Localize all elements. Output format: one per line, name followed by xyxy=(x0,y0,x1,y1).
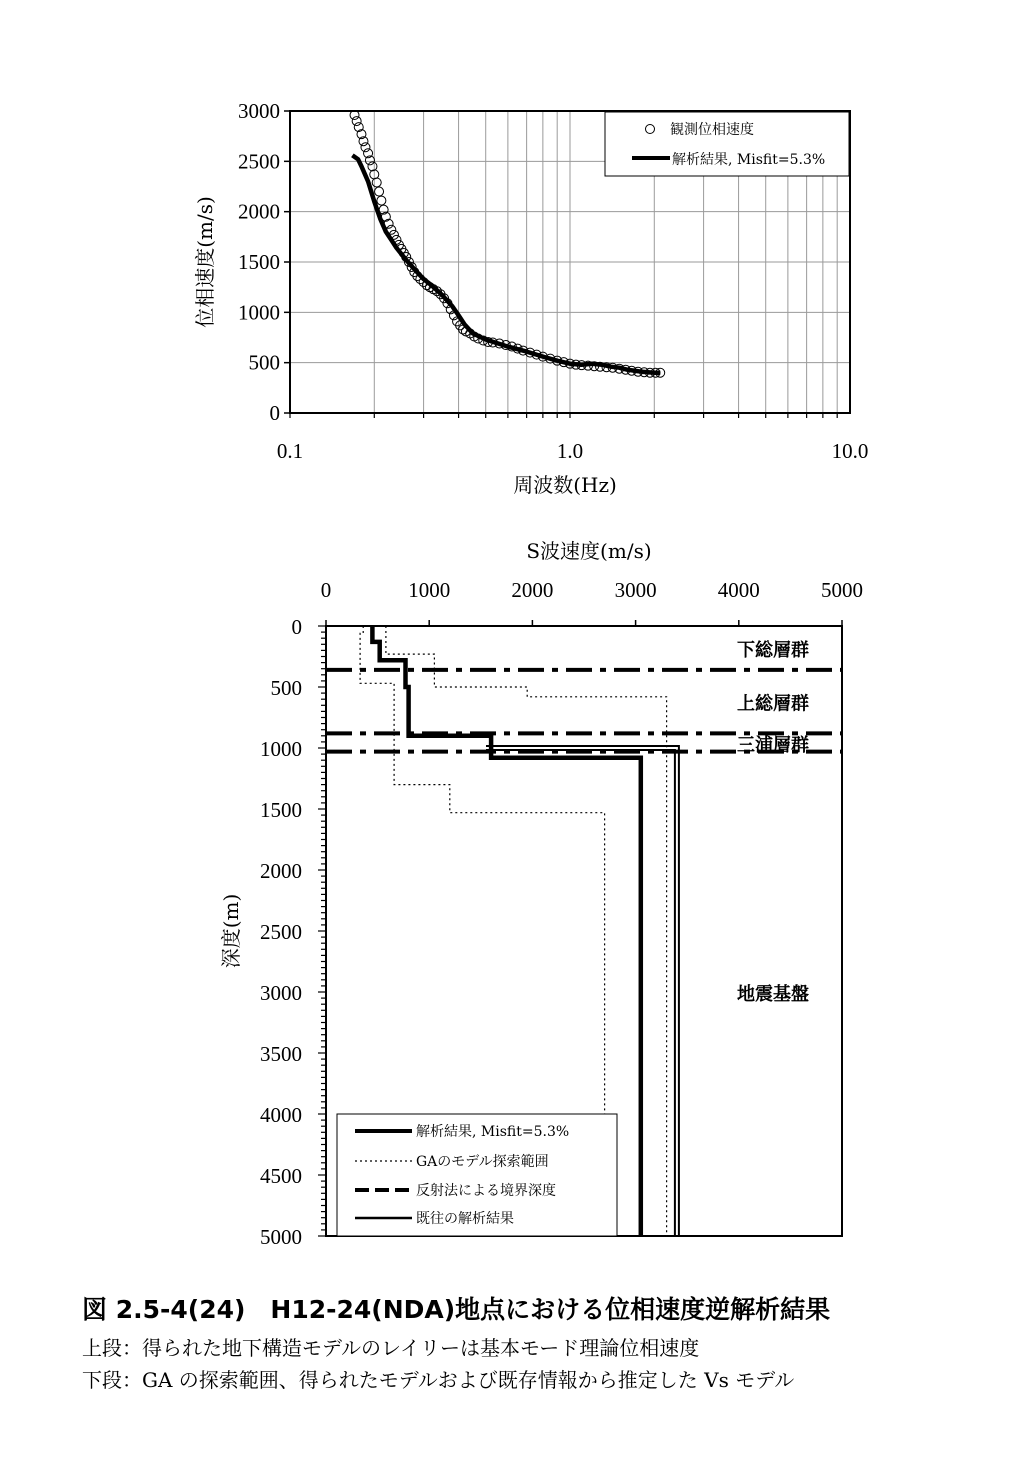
y-tick-label: 5000 xyxy=(260,1225,302,1249)
top-y-axis-title: 位相速度(m/s) xyxy=(193,196,217,328)
x-tick-label: 3000 xyxy=(614,578,657,602)
legend-label-reflection: 反射法による境界深度 xyxy=(416,1183,556,1199)
legend-label-result-bottom: 解析結果, Misfit=5.3% xyxy=(416,1124,570,1140)
bottom-legend xyxy=(337,1114,617,1236)
bottom-x-tick-labels xyxy=(321,578,863,602)
bottom-y-tick-labels xyxy=(260,615,302,1249)
y-tick-label: 3000 xyxy=(260,981,302,1005)
y-tick-label: 3500 xyxy=(260,1042,302,1066)
y-tick-label: 2500 xyxy=(260,920,302,944)
layer-label: 下総層群 xyxy=(737,639,809,661)
y-tick-label: 500 xyxy=(270,676,302,700)
observed-point xyxy=(352,117,361,126)
x-tick-label: 10.0 xyxy=(831,439,869,463)
top-x-axis-title: 周波数(Hz) xyxy=(513,473,617,497)
legend-label-observed: 観測位相速度 xyxy=(670,122,754,138)
x-tick-label: 2000 xyxy=(511,578,554,602)
x-tick-label: 5000 xyxy=(821,578,863,602)
layer-label: 上総層群 xyxy=(737,693,809,715)
y-tick-label: 1000 xyxy=(260,737,302,761)
layer-label: 三浦層群 xyxy=(737,735,809,757)
legend-label-result-top: 解析結果, Misfit=5.3% xyxy=(672,152,826,168)
legend-label-ga-range: GAのモデル探索範囲 xyxy=(416,1154,549,1170)
y-tick-label: 1500 xyxy=(238,250,280,274)
figure-caption-line-1: 上段：得られた地下構造モデルのレイリーは基本モード理論位相速度 xyxy=(82,1336,700,1360)
y-tick-label: 0 xyxy=(291,615,302,639)
observed-point xyxy=(361,143,370,152)
top-legend xyxy=(605,112,849,176)
y-tick-label: 1500 xyxy=(260,798,302,822)
y-tick-label: 2000 xyxy=(260,859,302,883)
observed-point xyxy=(372,178,381,187)
x-tick-label: 0.1 xyxy=(276,439,304,463)
y-tick-label: 2000 xyxy=(238,199,280,224)
top-x-tick-labels xyxy=(277,439,869,463)
observed-point xyxy=(368,162,377,171)
bottom-y-axis-title: 深度(m) xyxy=(219,893,243,969)
x-tick-label: 1000 xyxy=(408,578,451,602)
figure-caption-title: 図 2.5-4(24) H12-24(NDA)地点における位相速度逆解析結果 xyxy=(82,1295,831,1324)
phase-velocity-chart xyxy=(193,99,868,497)
observed-point xyxy=(377,196,386,205)
x-tick-label: 1.0 xyxy=(556,439,584,463)
observed-point xyxy=(375,187,384,196)
y-tick-label: 3000 xyxy=(238,99,280,123)
y-tick-label: 4500 xyxy=(260,1164,302,1188)
y-tick-label: 500 xyxy=(248,350,280,375)
layer-labels xyxy=(737,639,809,1005)
y-tick-label: 0 xyxy=(269,401,280,425)
y-tick-label: 4000 xyxy=(260,1103,302,1127)
figure-caption-line-2: 下段：GA の探索範囲、得られたモデルおよび既存情報から推定した Vs モデル xyxy=(82,1368,795,1392)
y-tick-label: 2500 xyxy=(238,149,280,174)
layer-label: 地震基盤 xyxy=(737,984,809,1005)
x-tick-label: 0 xyxy=(320,578,332,602)
legend-label-previous: 既往の解析結果 xyxy=(416,1211,514,1227)
y-tick-label: 1000 xyxy=(238,300,280,325)
x-tick-label: 4000 xyxy=(717,578,760,602)
bottom-chart-title: S波速度(m/s) xyxy=(526,539,652,563)
vs-profile-chart xyxy=(219,539,863,1249)
top-y-tick-labels xyxy=(238,99,280,425)
